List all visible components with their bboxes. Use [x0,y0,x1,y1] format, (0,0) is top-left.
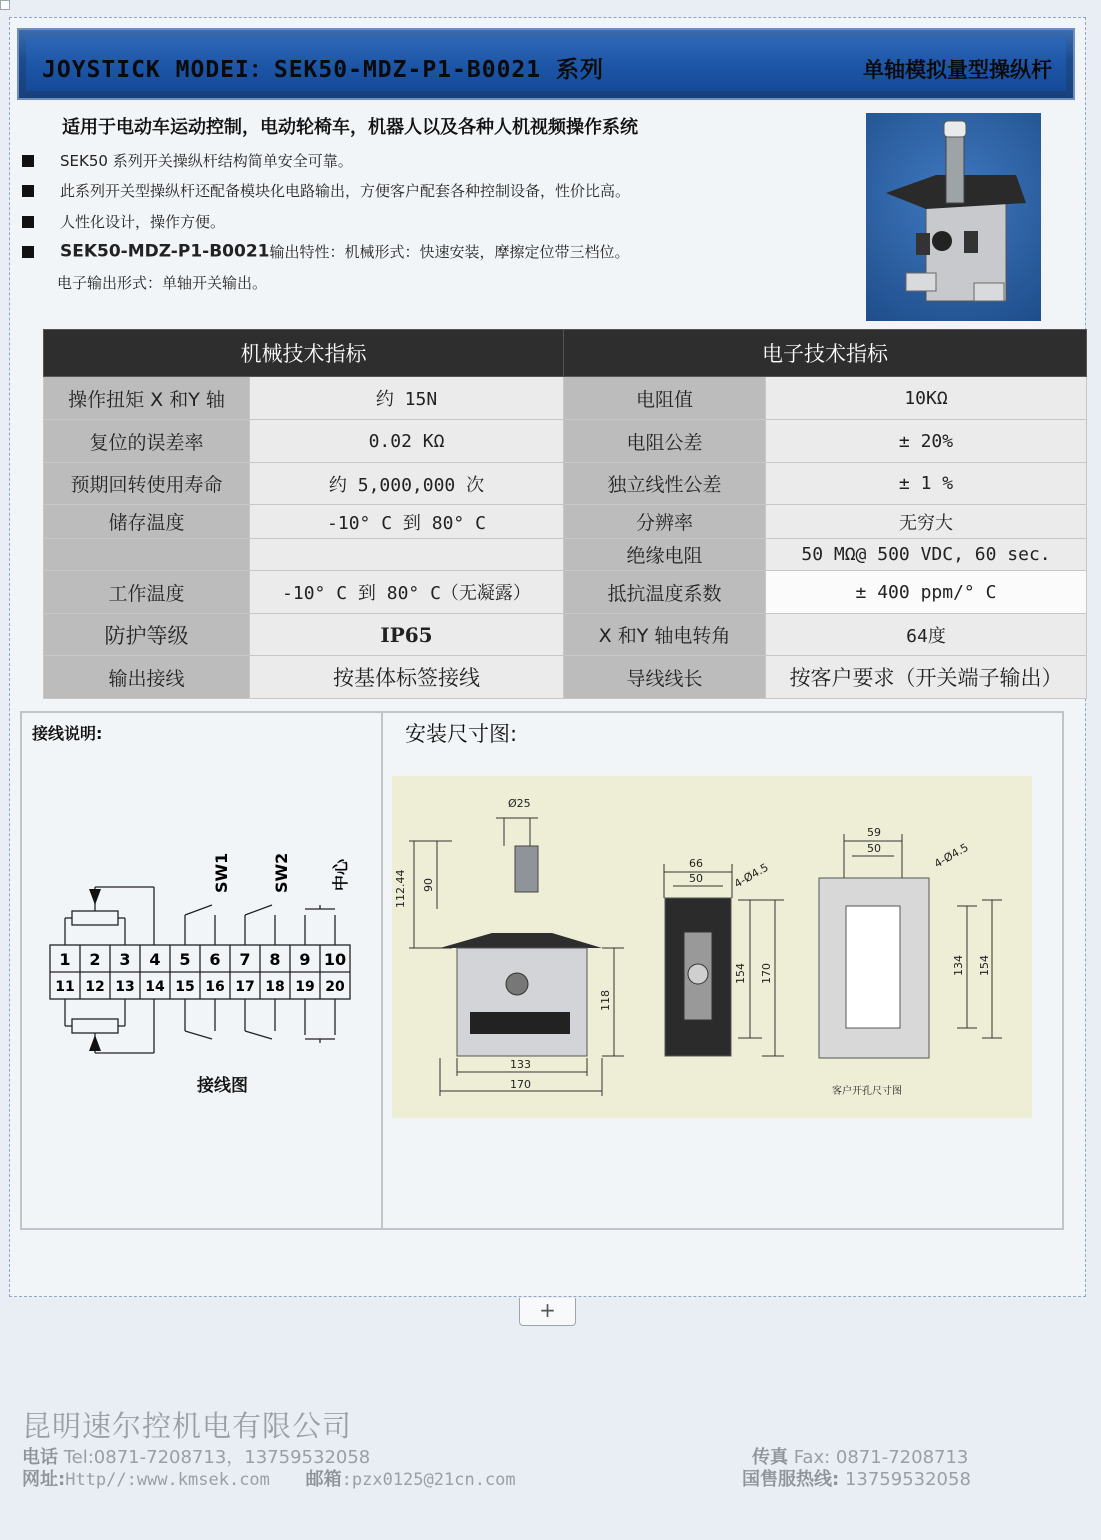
spec-value: IP65 [250,614,564,656]
spec-table [43,329,1087,699]
bullet-square-icon [22,246,34,258]
feature-bullet: SEK50 系列开关操纵杆结构简单安全可靠。 [22,150,353,171]
feature-bullet: 人性化设计，操作方便。 [22,211,225,232]
spec-value: ± 20% [766,420,1087,463]
bullet-square-icon [22,216,34,228]
electronic-specs-header: 电子技术指标 [564,330,1087,377]
spec-label: 独立线性公差 [564,463,766,505]
mail-value[interactable]: :pzx0125@21cn.com [341,1470,516,1490]
model-title: JOYSTICK MODEI：SEK50-MDZ-P1-B0021 系列 [42,57,604,83]
spec-label: 操作扭矩 X 和Y 轴 [44,377,250,420]
table-row [44,614,1087,656]
table-row [44,656,1087,699]
header-band [17,28,1075,100]
terminal-label: 4 [149,950,161,969]
install-section-title: 安装尺寸图: [405,722,518,746]
mechanical-specs-header: 机械技术指标 [44,330,564,377]
spec-value: 10KΩ [766,377,1087,420]
spec-value: -10° C 到 80° C [250,505,564,539]
hotline-label: 国售服热线: [742,1469,840,1490]
terminal-label: 3 [119,950,131,969]
bullet-square-icon [22,185,34,197]
spec-value: 无穷大 [766,505,1087,539]
hotline-value: 13759532058 [844,1469,971,1490]
dim-label: 90 [422,878,435,892]
fax-value: Fax: 0871-7208713 [793,1447,969,1468]
spec-value [250,539,564,571]
spec-label: 电阻值 [564,377,766,420]
terminal-label: 16 [205,979,225,995]
terminal-label: 15 [175,979,195,995]
table-row [44,463,1087,505]
spec-label: X 和Y 轴电转角 [564,614,766,656]
spec-label: 储存温度 [44,505,250,539]
terminal-label: 14 [145,979,165,995]
phone-value: Tel:0871-7208713，13759532058 [63,1447,371,1468]
terminal-label: 5 [179,950,191,969]
spec-label: 防护等级 [44,614,250,656]
table-row [44,377,1087,420]
terminal-label: 17 [235,979,255,995]
wiring-section-title: 接线说明: [32,724,103,743]
application-tagline: 适用于电动车运动控制，电动轮椅车，机器人以及各种人机视频操作系统 [62,117,638,138]
product-category: 单轴模拟量型操纵杆 [863,58,1052,82]
terminal-label: 13 [115,979,135,995]
terminal-label: 10 [323,950,347,969]
terminal-label: 8 [269,950,281,969]
terminal-label: 12 [85,979,105,995]
terminal-label: 9 [299,950,311,969]
spec-value: 50 MΩ@ 500 VDC, 60 sec. [766,539,1087,571]
dim-label: 50 [689,872,703,885]
spec-label: 电阻公差 [564,420,766,463]
spec-value: ± 1 % [766,463,1087,505]
dim-label: 133 [510,1058,531,1071]
terminal-label: 20 [325,979,345,995]
cutout-caption: 客户开孔尺寸图 [832,1086,902,1097]
spec-label: 抵抗温度系数 [564,571,766,614]
spec-label: 分辨率 [564,505,766,539]
spec-label [44,539,250,571]
feature-bullet: 此系列开关型操纵杆还配备模块化电路输出，方便客户配套各种控制设备，性价比高。 [22,180,630,201]
mail-label: 邮箱 [305,1469,342,1490]
arrow-down-icon [89,889,101,905]
center-label: 中心 [331,858,350,891]
spec-label: 导线线长 [564,656,766,699]
dim-label: 59 [867,826,881,839]
spec-value: 约 15N [250,377,564,420]
company-name: 昆明速尔控机电有限公司 [22,1409,353,1443]
dim-label: 112.44 [394,869,407,908]
dim-label: Ø25 [508,797,531,810]
corner-marker-top-left [0,0,10,10]
spec-label: 输出接线 [44,656,250,699]
table-row [44,420,1087,463]
spec-value: 约 5,000,000 次 [250,463,564,505]
table-row [44,505,1087,539]
sw1-label: SW1 [212,853,231,893]
installation-dimension-drawing [392,776,1032,1118]
dim-label: 170 [760,963,773,984]
dim-label: 134 [952,955,965,976]
spec-value: 0.02 KΩ [250,420,564,463]
wiring-install-section [20,711,1064,1230]
phone-label: 电话 [22,1447,58,1468]
web-label: 网址: [22,1469,66,1490]
terminal-label: 7 [239,950,251,969]
spec-label: 预期回转使用寿命 [44,463,250,505]
terminal-label: 19 [295,979,315,995]
dim-label: 66 [689,857,703,870]
table-row [44,539,1087,571]
terminal-label: 2 [89,950,101,969]
spec-value: 64度 [766,614,1087,656]
dim-label: 170 [510,1078,531,1091]
model-number: SEK50-MDZ-P1-B0021 [60,241,270,262]
dim-label: 154 [734,963,747,984]
fax-label: 传真 [752,1447,788,1468]
spec-value: 按客户要求（开关端子输出） [766,656,1087,699]
arrow-up-icon [89,1035,101,1051]
spec-label: 绝缘电阻 [564,539,766,571]
dim-label: 154 [978,955,991,976]
table-row [44,571,1087,614]
section-divider [381,713,383,1228]
terminal-label: 6 [209,950,221,969]
terminal-label: 18 [265,979,285,995]
spec-label: 工作温度 [44,571,250,614]
joystick-product-photo [866,113,1041,321]
dim-label: 4-Ø4.5 [932,840,971,871]
spec-value: -10° C 到 80° C（无凝露） [250,571,564,614]
dim-label: 118 [599,990,612,1011]
web-value[interactable]: Http//:www.kmsek.com [65,1470,270,1490]
dim-label: 4-Ø4.5 [732,860,771,891]
web-mail-line [22,1465,516,1491]
dim-label: 50 [867,842,881,855]
terminal-label: 11 [55,979,75,995]
spec-value: ± 400 ppm/° C [766,571,1087,614]
bullet-square-icon [22,155,34,167]
add-section-button[interactable]: + [519,1298,576,1326]
hotline-line [742,1465,971,1491]
spec-label: 复位的误差率 [44,420,250,463]
spec-value: 按基体标签接线 [250,656,564,699]
sw2-label: SW2 [272,853,291,893]
electronic-output-line: 电子输出形式：单轴开关输出。 [57,274,268,292]
terminal-label: 1 [59,950,71,969]
feature-bullet: SEK50-MDZ-P1-B0021输出特性：机械形式：快速安装，摩擦定位带三档位。 [22,241,630,262]
wiring-diagram-caption: 接线图 [197,1076,248,1096]
header-inner [26,37,1066,91]
wiring-diagram [42,853,362,1063]
